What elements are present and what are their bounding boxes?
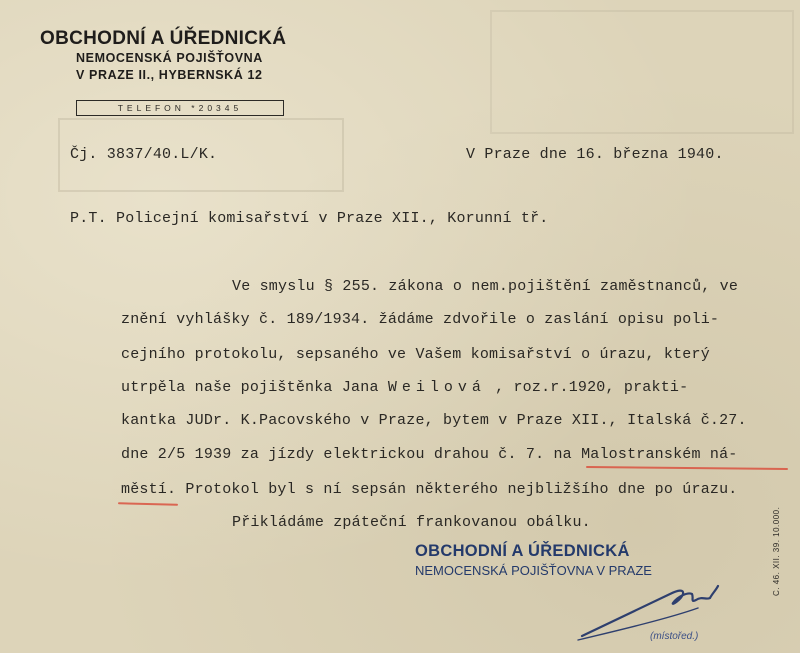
insured-name: Weilová [387,379,486,396]
print-code: C. 46. XII. 39. 10.000. [772,506,781,596]
body-line-5: kantka JUDr. K.Pacovského v Praze, bytem v Praze XII., Italská č.27. [121,412,747,429]
reference-number: Čj. 3837/40.L/K. [70,146,218,163]
body-line-4-end: , roz.r.1920, prakti- [495,379,689,396]
place-date: V Praze dne 16. března 1940. [466,146,724,163]
letterhead-address: V PRAZE II., HYBERNSKÁ 12 [76,68,263,82]
stamp-line: NEMOCENSKÁ POJIŠŤOVNA V PRAZE [415,563,652,578]
telephone-box: TELEFON *20345 [76,100,284,116]
letterhead-line-1: NEMOCENSKÁ POJIŠŤOVNA [76,51,263,65]
body-line-4-start: utrpěla naše pojištěnka Jana [121,379,379,396]
letterhead [40,28,286,84]
body-line-3: cejního protokolu, sepsaného ve Vašem komisařství o úrazu, který [121,346,710,363]
addressee: P.T. Policejní komisařství v Praze XII., Korunní tř. [70,210,549,227]
show-through-box-right [490,10,794,134]
body-line-4 [121,379,688,396]
body-line-8: Přikládáme zpáteční frankovanou obálku. [232,514,591,531]
stamp-name: OBCHODNÍ A ÚŘEDNICKÁ [415,542,630,560]
body-line-6: dne 2/5 1939 za jízdy elektrickou drahou č. 7. na Malostranském ná- [121,446,738,463]
body-line-1: Ve smyslu § 255. zákona o nem.pojištění zaměstnanců, ve [232,278,739,295]
body-line-7: městí. Protokol byl s ní sepsán některého nejbližšího dne po úrazu. [121,481,738,498]
signatory-title: (místořed.) [650,631,699,642]
body-line-2: znění vyhlášky č. 189/1934. žádáme zdvořile o zaslání opisu poli- [121,311,720,328]
letterhead-name: OBCHODNÍ A ÚŘEDNICKÁ [40,28,287,49]
